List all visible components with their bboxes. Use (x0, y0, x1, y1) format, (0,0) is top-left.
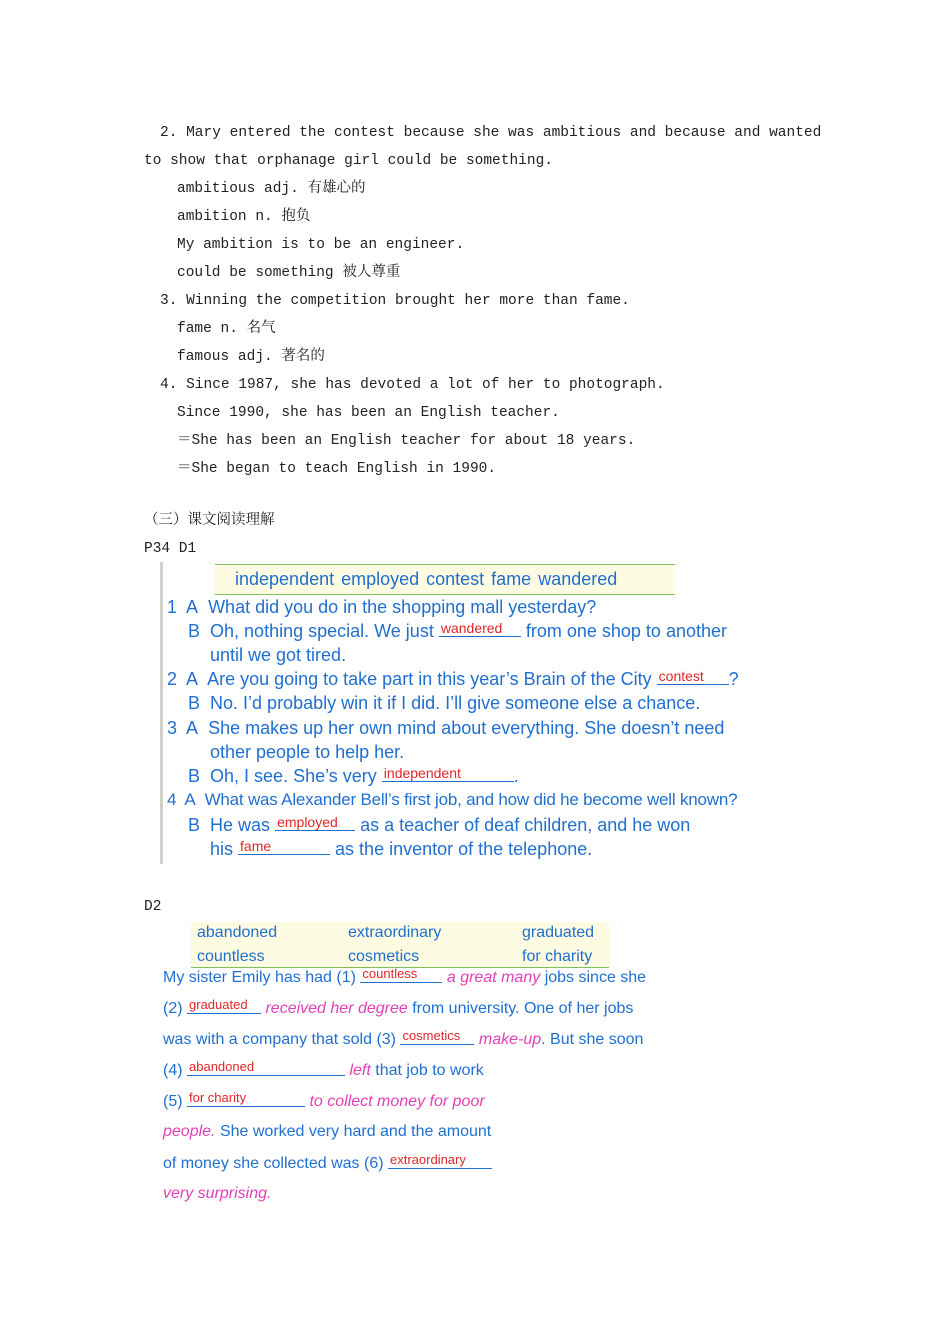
d1-q2-b (188, 691, 700, 715)
q3-answer-blank[interactable]: independent (382, 765, 514, 782)
p1-answer-blank[interactable]: countless (360, 966, 442, 983)
p7-before: of money she collected was (6) (163, 1155, 384, 1172)
item2-line1: 2. Mary entered the contest because she was ambitious and because and wanted (160, 125, 822, 141)
q1-a-speaker: A (186, 597, 199, 617)
q3-b-before: Oh, I see. She’s very (210, 766, 377, 786)
p5-answer-blank[interactable]: for charity (187, 1090, 305, 1107)
p6-after: She worked very hard and the amount (219, 1123, 492, 1140)
d2-label: D2 (144, 899, 162, 915)
p6-hint: people. (163, 1123, 216, 1140)
item3: 3. Winning the competition brought her more than fame. (160, 293, 630, 309)
q2-a-after: ? (728, 669, 739, 689)
q3-b-speaker: B (188, 766, 201, 786)
d1-q1-a (167, 595, 596, 619)
word-cosmetics: cosmetics (348, 948, 420, 965)
q2-b-speaker: B (188, 693, 201, 713)
q1-num: 1 (167, 597, 178, 617)
q1-b-after: from one shop to another (525, 621, 727, 641)
note-ambition-example: My ambition is to be an engineer. (177, 237, 465, 253)
note-equiv2: ＝She began to teach English in 1990. (177, 461, 497, 477)
p5-hint: to collect money for poor (309, 1093, 485, 1110)
word-graduated: graduated (522, 924, 595, 941)
q2-answer-blank[interactable]: contest (657, 668, 729, 685)
p4-after: that job to work (375, 1062, 484, 1079)
d1-q1-b (188, 619, 727, 643)
p2-after: from university. One of her jobs (412, 1000, 634, 1017)
word-for-charity: for charity (522, 948, 593, 965)
q2-num: 2 (167, 669, 178, 689)
d1-label: P34 D1 (144, 541, 197, 557)
q4-cont-after: as the inventor of the telephone. (335, 839, 593, 859)
d1-q4-b (188, 813, 690, 837)
word-abandoned: abandoned (197, 924, 278, 941)
p3-after: . But she soon (541, 1031, 644, 1048)
word-countless: countless (197, 948, 265, 965)
d2-line2 (163, 997, 633, 1020)
q3-a-speaker: A (186, 718, 199, 738)
p2-answer-blank[interactable]: graduated (187, 997, 261, 1014)
q4-a-text: What was Alexander Bell’s first job, and how did he become well known? (204, 790, 738, 809)
q3-b-after: . (513, 766, 519, 786)
d1-word-bank: independent employed contest fame wandered (215, 564, 675, 595)
p2-before: (2) (163, 1000, 183, 1017)
d2-line6 (163, 1121, 491, 1143)
d1-q3-a (167, 716, 724, 740)
p4-before: (4) (163, 1062, 183, 1079)
q4-a-speaker: A (184, 790, 196, 809)
p2-hint: received her degree (265, 1000, 408, 1017)
q1-b-speaker: B (188, 621, 201, 641)
q4-fame-blank[interactable]: fame (238, 838, 330, 855)
item4: 4. Since 1987, she has devoted a lot of her to photograph. (160, 377, 665, 393)
q1-answer-blank[interactable]: wandered (439, 620, 521, 637)
p3-before: was with a company that sold (3) (163, 1031, 396, 1048)
q3-num: 3 (167, 718, 178, 738)
d1-q4-a (167, 788, 737, 812)
q1-b-cont: until we got tired. (210, 645, 347, 665)
p4-answer-blank[interactable]: abandoned (187, 1059, 345, 1076)
d1-q4-b-cont (210, 837, 592, 861)
q2-a-before: Are you going to take part in this year’s Brain of the City (207, 669, 652, 689)
note-ambitious: ambitious adj. 有雄心的 (177, 181, 366, 197)
q4-cont-before: his (210, 839, 234, 859)
q1-b-before: Oh, nothing special. We just (210, 621, 434, 641)
q3-a-cont: other people to help her. (210, 742, 405, 762)
d2-word-bank (191, 922, 609, 968)
note-equiv1: ＝She has been an English teacher for about 18 years. (177, 433, 636, 449)
p4-hint: left (349, 1062, 371, 1079)
d2-line7 (163, 1152, 492, 1175)
p1-before: My sister Emily has had (1) (163, 969, 356, 986)
note-since-example: Since 1990, she has been an English teacher. (177, 405, 560, 421)
d1-q2-a (167, 667, 739, 691)
word-extraordinary: extraordinary (348, 924, 442, 941)
d1-exercise (160, 562, 760, 864)
p5-before: (5) (163, 1093, 183, 1110)
q4-b-before: He was (210, 815, 271, 835)
p7-answer-blank[interactable]: extraordinary (388, 1152, 492, 1169)
q1-a-text: What did you do in the shopping mall yesterday? (208, 597, 597, 617)
d1-q3-b (188, 764, 519, 788)
note-famous: famous adj. 著名的 (177, 349, 325, 365)
d2-line5 (163, 1090, 485, 1113)
q2-a-speaker: A (186, 669, 199, 689)
d2-line1 (163, 966, 646, 989)
q2-b-text: No. I’d probably win it if I did. I’ll give someone else a chance. (210, 693, 701, 713)
d2-line3 (163, 1028, 643, 1051)
d2-line8 (163, 1183, 271, 1205)
note-could-be-something: could be something 被人尊重 (177, 265, 401, 281)
note-ambition: ambition n. 抱负 (177, 209, 311, 225)
section-title: （三）课文阅读理解 (144, 513, 275, 529)
q4-answer-blank[interactable]: employed (275, 814, 355, 831)
q4-b-after: as a teacher of deaf children, and he won (360, 815, 691, 835)
q4-b-speaker: B (188, 815, 201, 835)
d2-line4 (163, 1059, 484, 1082)
q3-a-text: She makes up her own mind about everything. She doesn’t need (208, 718, 725, 738)
p1-hint: a great many (446, 969, 541, 986)
note-fame: fame n. 名气 (177, 321, 276, 337)
p3-answer-blank[interactable]: cosmetics (400, 1028, 474, 1045)
p8-hint: very surprising. (163, 1185, 272, 1202)
item2-line2: to show that orphanage girl could be something. (144, 153, 553, 169)
q4-num: 4 (167, 790, 177, 809)
p1-after: jobs since she (544, 969, 647, 986)
p3-hint: make-up (478, 1031, 542, 1048)
